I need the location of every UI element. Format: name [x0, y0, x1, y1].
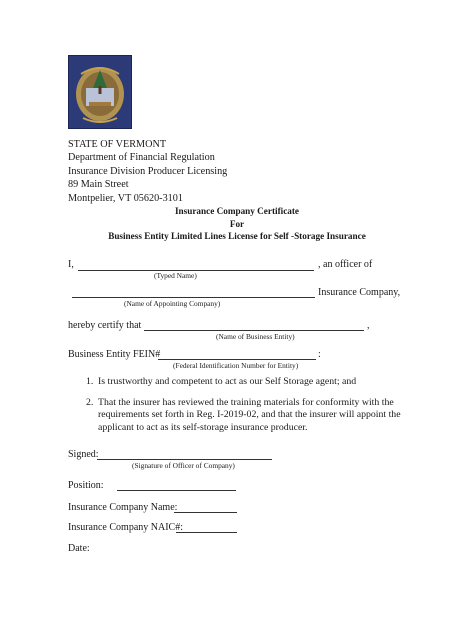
appointing-company-caption: (Name of Appointing Company) [124, 299, 221, 308]
company-name-field[interactable] [174, 512, 237, 513]
certificate-title [0, 205, 474, 243]
appointing-company-field[interactable] [72, 297, 315, 298]
address-block [68, 138, 227, 205]
signature-field[interactable] [97, 459, 272, 460]
item-number: 1. [86, 376, 94, 387]
date-label: Date: [68, 543, 90, 554]
position-field[interactable] [117, 490, 236, 491]
department-name: Department of Financial Regulation [68, 152, 215, 164]
item-text-line-2: requirements set forth in Reg. I-2019-02, and that the insurer will appoint the [98, 409, 401, 421]
title-line-3: Business Entity Limited Lines License for Self -Storage Insurance [108, 231, 366, 242]
company-name-label: Insurance Company Name: [68, 502, 178, 513]
typed-name-caption: (Typed Name) [154, 271, 197, 280]
list-item [86, 397, 416, 434]
naic-field[interactable] [176, 532, 237, 533]
signature-caption: (Signature of Officer of Company) [132, 461, 235, 470]
position-label: Position: [68, 480, 104, 491]
city-state-zip: Montpelier, VT 05620-3101 [68, 192, 183, 204]
title-line-2: For [229, 218, 245, 229]
item-text-line-1: That the insurer has reviewed the training materials for conformity with the [98, 397, 394, 408]
state-name: STATE OF VERMONT [68, 139, 167, 150]
signed-label: Signed: [68, 449, 99, 460]
list-item [86, 376, 416, 388]
officer-of-text: , an officer of [318, 259, 373, 270]
i-prefix: I, [68, 259, 74, 270]
item-text-line-3: applicant to act as its self-storage insurance producer. [98, 421, 308, 433]
vermont-state-seal [68, 55, 132, 129]
fein-colon: : [318, 349, 321, 360]
item-number: 2. [86, 397, 94, 408]
certify-text: hereby certify that [68, 320, 142, 331]
business-entity-caption: (Name of Business Entity) [216, 332, 295, 341]
street-address: 89 Main Street [68, 179, 129, 191]
fein-field[interactable] [158, 359, 316, 360]
certify-comma: , [367, 320, 370, 331]
item-text: Is trustworthy and competent to act as our Self Storage agent; and [98, 376, 357, 387]
naic-label: Insurance Company NAIC#: [68, 522, 183, 533]
division-name: Insurance Division Producer Licensing [68, 165, 228, 177]
seal-emblem-icon [69, 56, 131, 128]
insurance-company-text: Insurance Company, [318, 287, 401, 298]
fein-label: Business Entity FEIN# [68, 349, 161, 360]
fein-caption: (Federal Identification Number for Entity) [173, 361, 299, 370]
title-line-1: Insurance Company Certificate [174, 206, 299, 216]
business-entity-field[interactable] [144, 330, 364, 331]
